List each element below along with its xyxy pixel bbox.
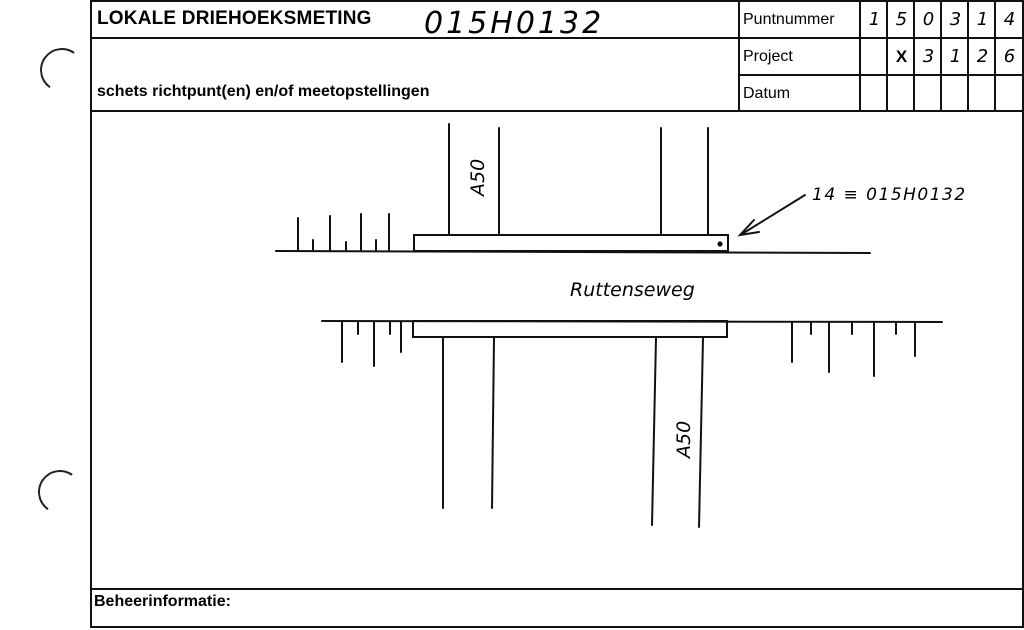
- puntnummer-digit-4: 3: [949, 9, 962, 30]
- annotation-arrow: [742, 195, 805, 234]
- footer-label: Beheerinformatie:: [94, 593, 231, 610]
- project-digit-5: 6: [1003, 46, 1016, 67]
- puntnummer-digit-5: 1: [976, 9, 989, 30]
- project-digit-1: X: [895, 47, 908, 66]
- building-south: [413, 321, 727, 337]
- project-label: Project: [743, 48, 793, 65]
- puntnummer-label: Puntnummer: [743, 11, 835, 28]
- puntnummer-digit-3: 0: [922, 9, 935, 30]
- datum-label: Datum: [743, 85, 791, 102]
- road-label-a50-south: A50: [673, 420, 695, 458]
- point-code-handwritten: 015H0132: [424, 6, 605, 41]
- project-digit-4: 2: [976, 46, 989, 67]
- street-name-ruttenseweg: Ruttenseweg: [570, 279, 695, 301]
- point-annotation: 14 ≡ 015H0132: [812, 185, 967, 205]
- sketch-section-heading: schets richtpunt(en) en/of meetopstellingen: [97, 83, 430, 100]
- puntnummer-digit-2: 5: [895, 9, 908, 30]
- project-digit-3: 1: [949, 46, 962, 67]
- form-title: LOKALE DRIEHOEKSMETING: [97, 8, 372, 29]
- arrow-head: [740, 220, 759, 235]
- a50-south-lane-3: [652, 338, 656, 525]
- building-north: [414, 235, 728, 251]
- project-digit-2: 3: [922, 46, 935, 67]
- survey-point-marker: [717, 241, 722, 246]
- puntnummer-digit-1: 1: [868, 9, 881, 30]
- puntnummer-digit-6: 4: [1003, 9, 1016, 30]
- road-label-a50-north: A50: [467, 158, 489, 196]
- a50-south-lane-4: [699, 338, 703, 527]
- a50-south-lane-right: [492, 338, 494, 508]
